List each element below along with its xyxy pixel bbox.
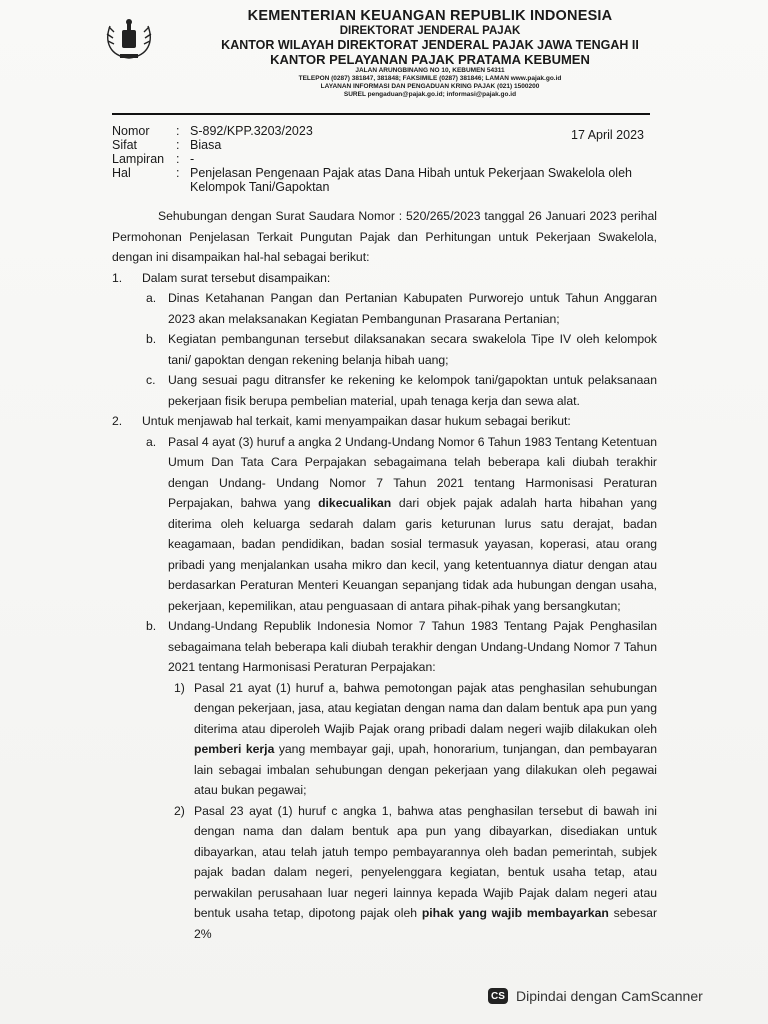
- intro-paragraph: Sehubungan dengan Surat Saudara Nomor : 520/265/2023 tanggal 26 Januari 2023 perihal Permohonan Penjelasan Terkait Pungutan Pajak dan Perhitungan untuk Pekerjaan Swakelola, dengan ini disampaikan hal-hal sebagai berikut:: [112, 209, 657, 264]
- meta-row-hal: Hal : Penjelasan Pengenaan Pajak atas Dana Hibah untuk Pekerjaan Swakelola oleh Kelompok Tani/Gapoktan: [112, 166, 652, 194]
- letter-number: S-892/KPP.3203/2023: [190, 124, 313, 138]
- letter-meta: [112, 124, 652, 194]
- point-2b-2: 2) Pasal 23 ayat (1) huruf c angka 1, bahwa atas penghasilan tersebut di bawah ini dengan nama dan dalam bentuk apa pun yang dibayarkan, disediakan untuk dibayarkan, atau telah jatuh tempo pembayarannya oleh badan pemerintah, subjek pajak badan dalam negeri, penyelenggara kegiatan, bentuk usaha tetap, atau perwakilan perusahaan luar negeri lainnya kepada Wajib Pajak dalam negeri atau bentuk usaha tetap, dipotong pajak oleh pihak yang wajib membayarkan sebesar 2%: [174, 803, 658, 941]
- office-phone: TELEPON (0287) 381847, 381848; FAKSIMILE (0287) 381846; LAMAN www.pajak.go.id: [298, 75, 562, 82]
- letterhead-divider: [112, 113, 650, 115]
- camscanner-watermark: [488, 988, 703, 1004]
- letterhead: [190, 8, 670, 99]
- meta-row-lampiran: Lampiran : -: [112, 152, 195, 166]
- meta-row-nomor: Nomor : S-892/KPP.3203/2023: [112, 124, 652, 138]
- ministry-emblem-icon: [100, 14, 158, 66]
- point-2b-1: 1) Pasal 21 ayat (1) huruf a, bahwa pemotongan pajak atas penghasilan sehubungan dengan pekerjaan, jasa, atau kegiatan dengan nama dan dalam bentuk apa pun yang diterima atau diperoleh Wajib Pajak orang pribadi dalam negeri wajib dilakukan oleh pemberi kerja yang membayar gaji, upah, honorarium, tunjangan, dan pembayaran lain sebagai imbalan sehubungan dengan pekerjaan yang dilakukan oleh pegawai atau bukan pegawai;: [174, 680, 657, 797]
- directorate-name: DIREKTORAT JENDERAL PAJAK: [339, 25, 521, 37]
- regional-office-name: KANTOR WILAYAH DIREKTORAT JENDERAL PAJAK JAWA TENGAH II: [221, 38, 639, 52]
- office-service: LAYANAN INFORMASI DAN PENGADUAN KRING PAJAK (021) 1500200: [320, 83, 540, 90]
- office-address: JALAN ARUNGBINANG NO 10, KEBUMEN 54311: [355, 67, 505, 74]
- office-email: SUREL pengaduan@pajak.go.id; informasi@pajak.go.id: [343, 91, 517, 98]
- point-2a: a. Pasal 4 ayat (3) huruf a angka 2 Undang-Undang Nomor 6 Tahun 1983 Tentang Ketentuan Umum Dan Tata Cara Perpajakan sebagaimana telah beberapa kali diubah terakhir dengan Undang- Undang Nomor 7 Tahun 2021 tentang Harmonisasi Peraturan Perpajakan, bahwa yang dikecualikan dari objek pajak adalah harta hibahan yang diterima oleh keluarga sedarah dalam garis keturunan lurus satu derajat, badan keagamaan, badan pendidikan, badan sosial termasuk yayasan, koperasi, atau orang pribadi yang menjalankan usaha mikro dan kecil, yang ketentuannya diatur dengan atau berdasarkan Peraturan Menteri Keuangan sepanjang tidak ada hubungan dengan usaha, pekerjaan, kepemilikan, atau penguasaan di antara pihak-pihak yang bersangkutan;: [146, 434, 658, 613]
- camscanner-logo-icon: CS: [488, 988, 508, 1004]
- point-1c: c. Uang sesuai pagu ditransfer ke rekening ke kelompok tani/gapoktan untuk pelaksanaan pekerjaan fisik berupa pembelian material, upah tenaga kerja dan sewa alat.: [146, 373, 657, 408]
- point-1: 1. Dalam surat tersebut disampaikan:: [112, 270, 331, 285]
- point-2b: b. Undang-Undang Republik Indonesia Nomor 7 Tahun 1983 Tentang Pajak Penghasilan sebagaimana telah beberapa kali diubah terakhir dengan Undang-Undang Nomor 7 Tahun 2021 tentang Harmonisasi Peraturan Perpajakan:: [146, 619, 657, 674]
- letter-subject: Penjelasan Pengenaan Pajak atas Dana Hibah untuk Pekerjaan Swakelola oleh Kelompok Tani/Gapoktan: [190, 166, 632, 194]
- point-1a: a. Dinas Ketahanan Pangan dan Pertanian Kabupaten Purworejo untuk Tahun Anggaran 2023 akan melaksanakan Kegiatan Pembangunan Prasarana Pertanian;: [146, 291, 657, 326]
- point-2: 2. Untuk menjawab hal terkait, kami menyampaikan dasar hukum sebagai berikut:: [112, 414, 571, 428]
- camscanner-text: Dipindai dengan CamScanner: [516, 988, 703, 1004]
- tax-office-name: KANTOR PELAYANAN PAJAK PRATAMA KEBUMEN: [270, 52, 590, 67]
- ministry-name: KEMENTERIAN KEUANGAN REPUBLIK INDONESIA: [247, 8, 613, 24]
- letter-body: [112, 206, 657, 944]
- point-1b: b. Kegiatan pembangunan tersebut dilaksanakan secara swakelola Tipe IV oleh kelompok tani/ gapoktan dengan rekening belanja hibah uang;: [146, 332, 657, 367]
- letter-date: 17 April 2023: [571, 128, 644, 142]
- meta-row-sifat: Sifat : Biasa: [112, 138, 222, 152]
